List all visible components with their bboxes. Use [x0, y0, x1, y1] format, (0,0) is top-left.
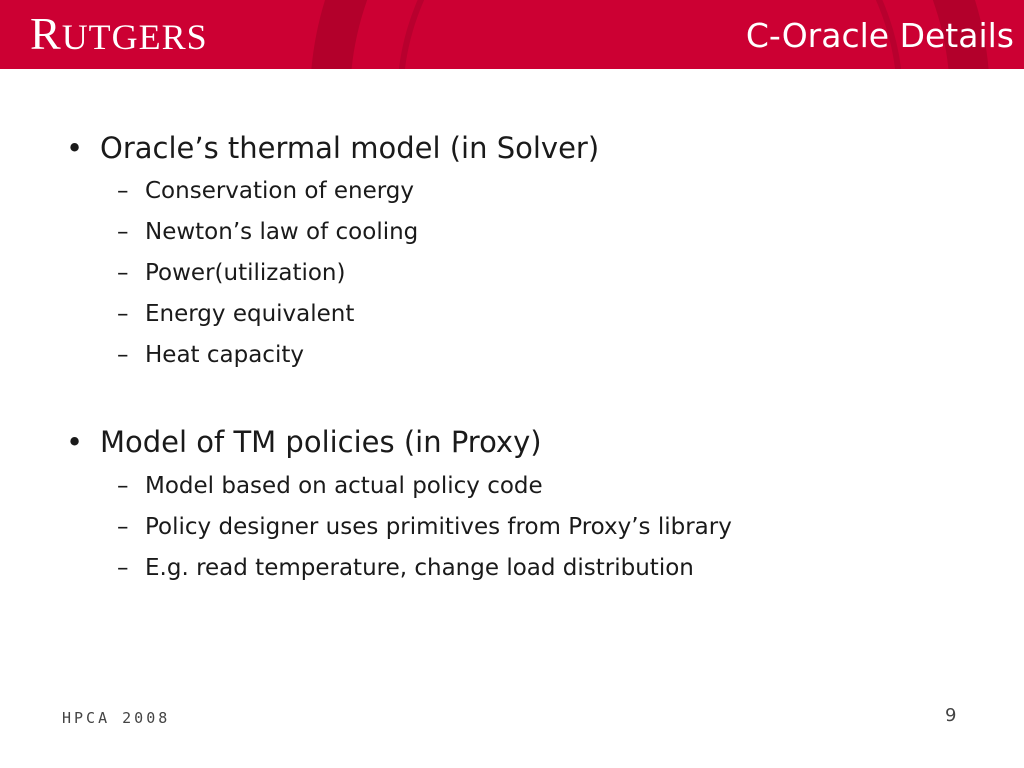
rutgers-logo: RUTGERS: [30, 8, 208, 59]
sub-bullet: [117, 340, 304, 370]
dash-icon: –: [117, 555, 129, 581]
dash-icon: –: [117, 219, 129, 245]
page-number: 9: [945, 705, 957, 726]
dash-icon: –: [117, 342, 129, 368]
bullet-dot-icon: •: [66, 131, 84, 165]
sub-bullet: [117, 217, 418, 247]
bullet-1: [66, 130, 599, 166]
sub-bullet-text: Power(utilization): [145, 260, 346, 286]
dash-icon: –: [117, 473, 129, 499]
logo-rest: UTGERS: [61, 17, 208, 57]
footer-conference: HPCA 2008: [62, 709, 171, 727]
sub-bullet: [117, 553, 694, 583]
sub-bullet-text: E.g. read temperature, change load distribution: [145, 555, 694, 581]
sub-bullet: [117, 176, 414, 206]
bullet-text: Oracle’s thermal model (in Solver): [100, 131, 600, 165]
sub-bullet-text: Newton’s law of cooling: [145, 219, 419, 245]
sub-bullet-text: Conservation of energy: [145, 178, 414, 204]
sub-bullet: [117, 299, 354, 329]
bullet-text: Model of TM policies (in Proxy): [100, 425, 542, 459]
dash-icon: –: [117, 514, 129, 540]
bullet-2: [66, 424, 542, 460]
sub-bullet: [117, 471, 543, 501]
bullet-dot-icon: •: [66, 425, 84, 459]
sub-bullet-text: Model based on actual policy code: [145, 473, 543, 499]
sub-bullet: [117, 512, 732, 542]
sub-bullet-text: Heat capacity: [145, 342, 304, 368]
sub-bullet-text: Policy designer uses primitives from Proxy’s library: [145, 514, 732, 540]
sub-bullet: [117, 258, 345, 288]
dash-icon: –: [117, 301, 129, 327]
dash-icon: –: [117, 260, 129, 286]
slide-title: C-Oracle Details: [745, 16, 1014, 55]
dash-icon: –: [117, 178, 129, 204]
sub-bullet-text: Energy equivalent: [145, 301, 355, 327]
